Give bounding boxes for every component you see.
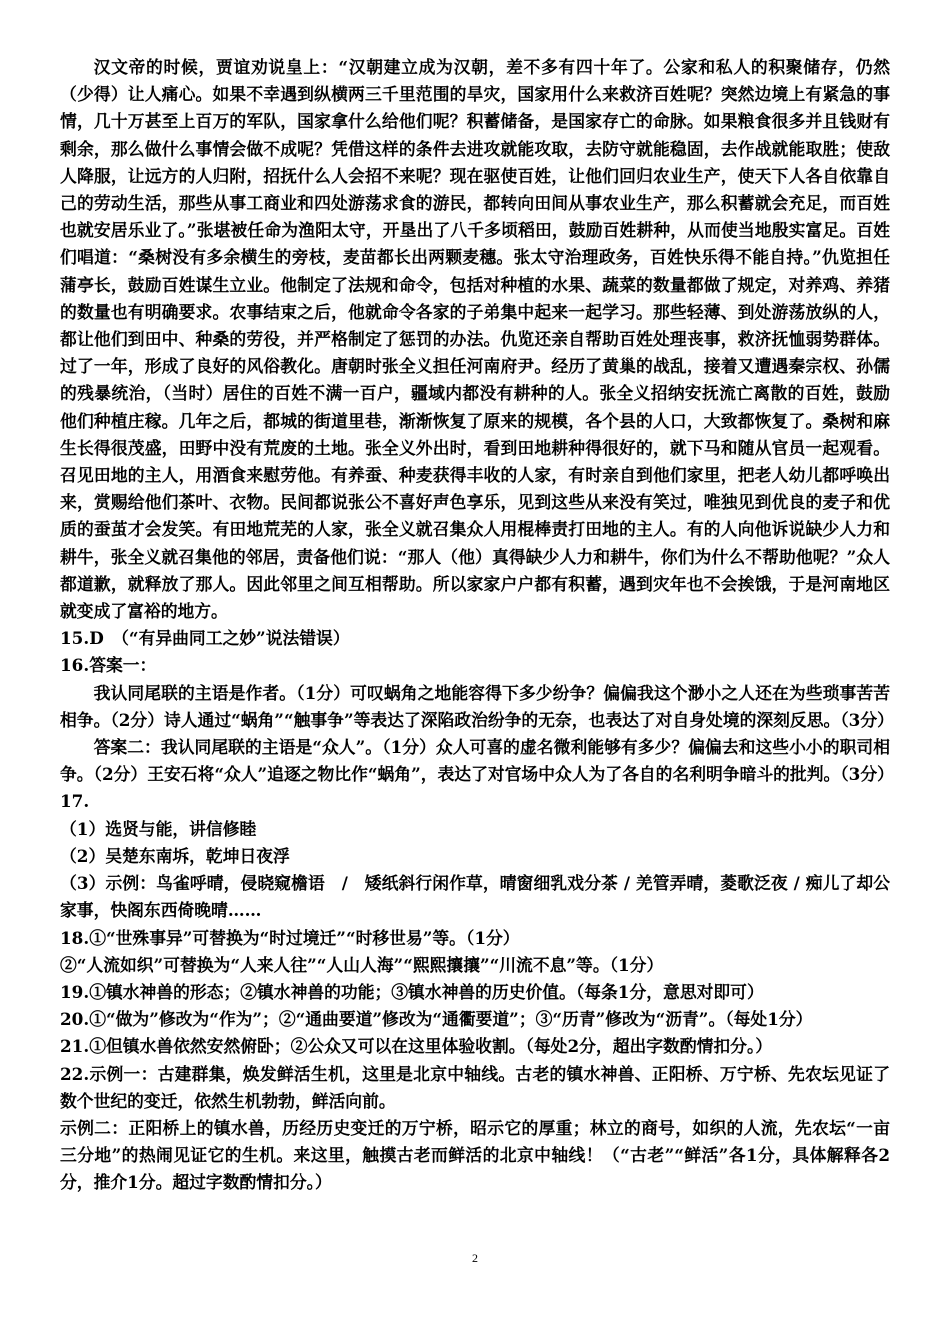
answer-21: 21.①但镇水兽依然安然俯卧；②公众又可以在这里体验收割。（每处2分，超出字数酌情扣分。） [60,1036,773,1057]
answer-16-option-1: 我认同尾联的主语是作者。（1分）可叹蜗角之地能容得下多少纷争？偏偏我这个渺小之人还在为些琐事苦苦相争。（2分）诗人通过“蜗角”“触事争”等表达了深陷政治纷争的无奈，也表达了对自身处境的深刻反思。（3分） [60,682,894,730]
answer-17-item-1: （1）选贤与能，讲信修睦 [60,818,257,839]
answer-18-line-2: ②“人流如织”可替换为“人来人往”“人山人海”“熙熙攘攘”“川流不息”等。（1分） [60,954,664,975]
answer-17-heading: 17. [60,791,90,812]
answer-17-item-2: （2）吴楚东南坼，乾坤日夜浮 [60,845,290,866]
answer-16-option-2: 答案二：我认同尾联的主语是“众人”。（1分）众人可喜的虚名微利能够有多少？偏偏去和这些小小的职司相争。（2分）王安石将“众人”追逐之物比作“蜗角”，表达了对官场中众人为了各自的名利明争暗斗的批判。（3分） [60,737,894,785]
answer-17-item-3: （3）示例：鸟雀呼晴，侵晓窥檐语 / 矮纸斜行闲作草，晴窗细乳戏分茶 / 羌管弄晴，菱歌泛夜 / 痴儿了却公家事，快阁东西倚晚晴…… [60,873,890,921]
answer-20: 20.①“做为”修改为“作为”；②“通曲要道”修改为“通衢要道”；③“历青”修改为“沥青”。（每处1分） [60,1009,813,1030]
answer-19: 19.①镇水神兽的形态；②镇水神兽的功能；③镇水神兽的历史价值。（每条1分，意思对即可） [60,981,764,1002]
translation-passage: 汉文帝的时候，贾谊劝说皇上：“汉朝建立成为汉朝，差不多有四十年了。公家和私人的积聚储存，仍然（少得）让人痛心。如果不幸遇到纵横两三千里范围的旱灾，国家用什么来救济百姓呢？突然边境上有紧急的事情，几十万甚至上百万的军队，国家拿什么给他们呢？积蓄储备，是国家存亡的命脉。如果粮食很多并且钱财有剩余，那么做什么事情会做不成呢？凭借这样的条件去进攻就能攻取，去防守就能稳固，去作战就能取胜；使敌人降服，让远方的人归附，招抚什么人会招不来呢？现在驱使百姓，让他们回归农业生产，使天下人各自依靠自己的劳动生活，那些从事工商业和四处游荡求食的游民，都转向田间从事农业生产，那么积蓄就会充足，而百姓也就安居乐业了。”张堪被任命为渔阳太守，开垦出了八千多顷稻田，鼓励百姓耕种，从而使当地殷实富足。百姓们唱道：“桑树没有多余横生的旁枝，麦苗都长出两颗麦穗。张太守治理政务，百姓快乐得不能自持。”仇览担任蒲亭长，鼓励百姓谋生立业。他制定了法规和命令，包括对种植的水果、蔬菜的数量都做了规定，对养鸡、养猪的数量也有明确要求。农事结束之后，他就命令各家的子弟集中起来一起学习。那些轻薄、到处游荡放纵的人，都让他们到田中、种桑的劳役，并严格制定了惩罚的办法。仇览还亲自帮助百姓处理丧事，救济抚恤弱势群体。过了一年，形成了良好的风俗教化。唐朝时张全义担任河南府尹。经历了黄巢的战乱，接着又遭遇秦宗权、孙儒的残暴统治，（当时）居住的百姓不满一百户，疆域内都没有耕种的人。张全义招纳安抚流亡离散的百姓，鼓励他们种植庄稼。几年之后，都城的街道里巷，渐渐恢复了原来的规模，各个县的人口，大致都恢复了。桑树和麻生长得很茂盛，田野中没有荒废的土地。张全义外出时，看到田地耕种得很好的，就下马和随从官员一起观看。召见田地的主人，用酒食来慰劳他。有养蚕、种麦获得丰收的人家，有时亲自到他们家里，把老人幼儿都呼唤出来，赏赐给他们茶叶、衣物。民间都说张公不喜好声色享乐，见到这些从来没有笑过，唯独见到优良的麦子和优质的蚕茧才会发笑。有田地荒芜的人家，张全义就召集众人用棍棒责打田地的主人。有的人向他诉说缺少人力和耕牛，张全义就召集他的邻居，责备他们说：“那人（他）真得缺少人力和耕牛，你们为什么不帮助他呢？”众人都道歉，就释放了那人。因此邻里之间互相帮助。所以家家户户都有积蓄，遇到灾年也不会挨饿，于是河南地区就变成了富裕的地方。 [60,57,890,622]
answer-16-heading: 16.答案一： [60,655,157,676]
answer-15: 15.D （“有异曲同工之妙”说法错误） [60,628,350,649]
answer-22-example-2: 示例二：正阳桥上的镇水兽，历经历史变迁的万宁桥，昭示它的厚重；林立的商号，如织的人流，先农坛“一亩三分地”的热闹见证它的生机。来这里，触摸古老而鲜活的北京中轴线！（“古老”“鲜活”各1分，具体解释各2分，推介1分。超过字数酌情扣分。） [60,1117,890,1193]
answer-18-line-1: 18.①“世殊事异”可替换为“时过境迁”“时移世易”等。（1分） [60,927,520,948]
answer-22-example-1: 22.示例一：古建群集，焕发鲜活生机，这里是北京中轴线。古老的镇水神兽、正阳桥、万宁桥、先农坛见证了数个世纪的变迁，依然生机勃勃，鲜活向前。 [60,1063,890,1111]
page-number: 2 [472,1251,478,1265]
